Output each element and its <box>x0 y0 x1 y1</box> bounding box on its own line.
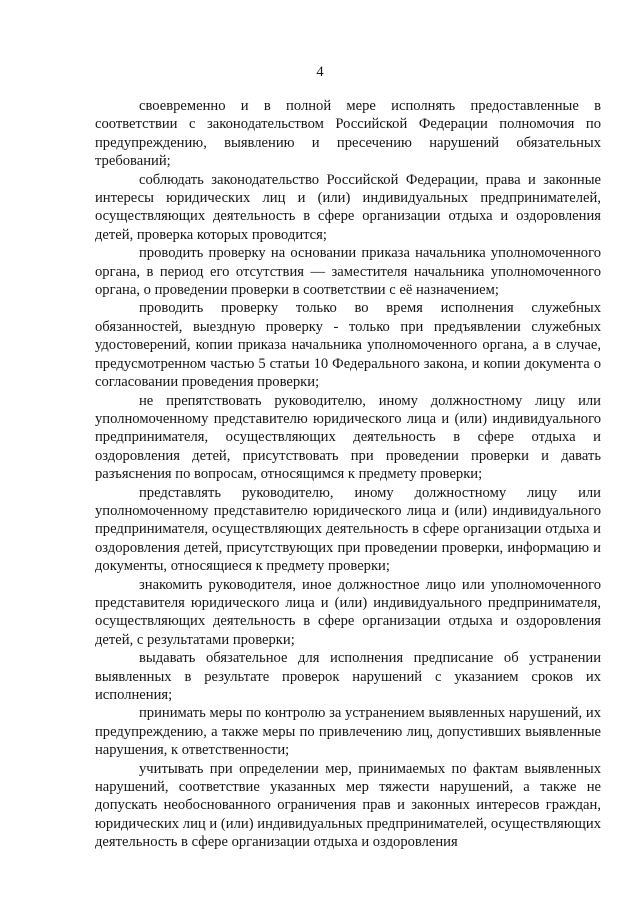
paragraph-4: проводить проверку только во время исполнения служебных обязанностей, выездную проверку - только при предъявлении служебных удостоверений, копии приказа начальника уполномоченного органа, а в случае, предусмотренном частью 5 статьи 10 Федерального закона, и копии документа о согласовании проведения проверки; <box>95 300 601 391</box>
paragraph-2: соблюдать законодательство Российской Федерации, права и законные интересы юридических лиц и (или) индивидуальных предпринимателей, осуществляющих деятельность в сфере организации отдыха и оздоровления детей, проверка которых проводится; <box>95 171 601 243</box>
paragraph-6: представлять руководителю, иному должностному лицу или уполномоченному представителю юридического лица и (или) индивидуального предпринимателя, осуществляющих деятельность в сфере организации отдыха и оздоровления детей, присутствующих при проведении проверки, информацию и документы, относящиеся к предмету проверки; <box>95 484 601 575</box>
paragraph-1: своевременно и в полной мере исполнять предоставленные в соответствии с законодательством Российской Федерации полномочия по предупреждению, выявлению и пресечению нарушений обязательных требований; <box>95 98 601 170</box>
paragraph-10: учитывать при определении мер, принимаемых по фактам выявленных нарушений, соответствие указанных мер тяжести нарушений, а также не допускать необоснованного ограничения прав и законных интересов граждан, юридических лиц и (или) индивидуальных предпринимателей, осуществляющих деятельность в сфере организации отдыха и оздоровления <box>95 760 601 851</box>
paragraph-9: принимать меры по контролю за устранением выявленных нарушений, их предупреждению, а также меры по привлечению лиц, допустивших выявленные нарушения, к ответственности; <box>95 705 601 759</box>
paragraph-7: знакомить руководителя, иное должностное лицо или уполномоченного представителя юридического лица и (или) индивидуального предпринимателя, осуществляющих деятельность в сфере организации отдыха и оздоровления детей, с результатами проверки; <box>95 576 601 648</box>
paragraph-5: не препятствовать руководителю, иному должностному лицу или уполномоченному представителю юридического лица и (или) индивидуального предпринимателя, осуществляющих деятельность в сфере отдыха и оздоровления детей, присутствовать при проведении проверки и давать разъяснения по вопросам, относящимся к предмету проверки; <box>95 392 601 483</box>
page-number: 4 <box>316 64 324 80</box>
document-body <box>95 97 601 852</box>
paragraph-3: проводить проверку на основании приказа начальника уполномоченного органа, в период его отсутствия — заместителя начальника уполномоченного органа, о проведении проверки в соответствии с её назначением; <box>95 245 601 299</box>
paragraph-8: выдавать обязательное для исполнения предписание об устранении выявленных в результате проверок нарушений с указанием сроков их исполнения; <box>95 650 601 703</box>
